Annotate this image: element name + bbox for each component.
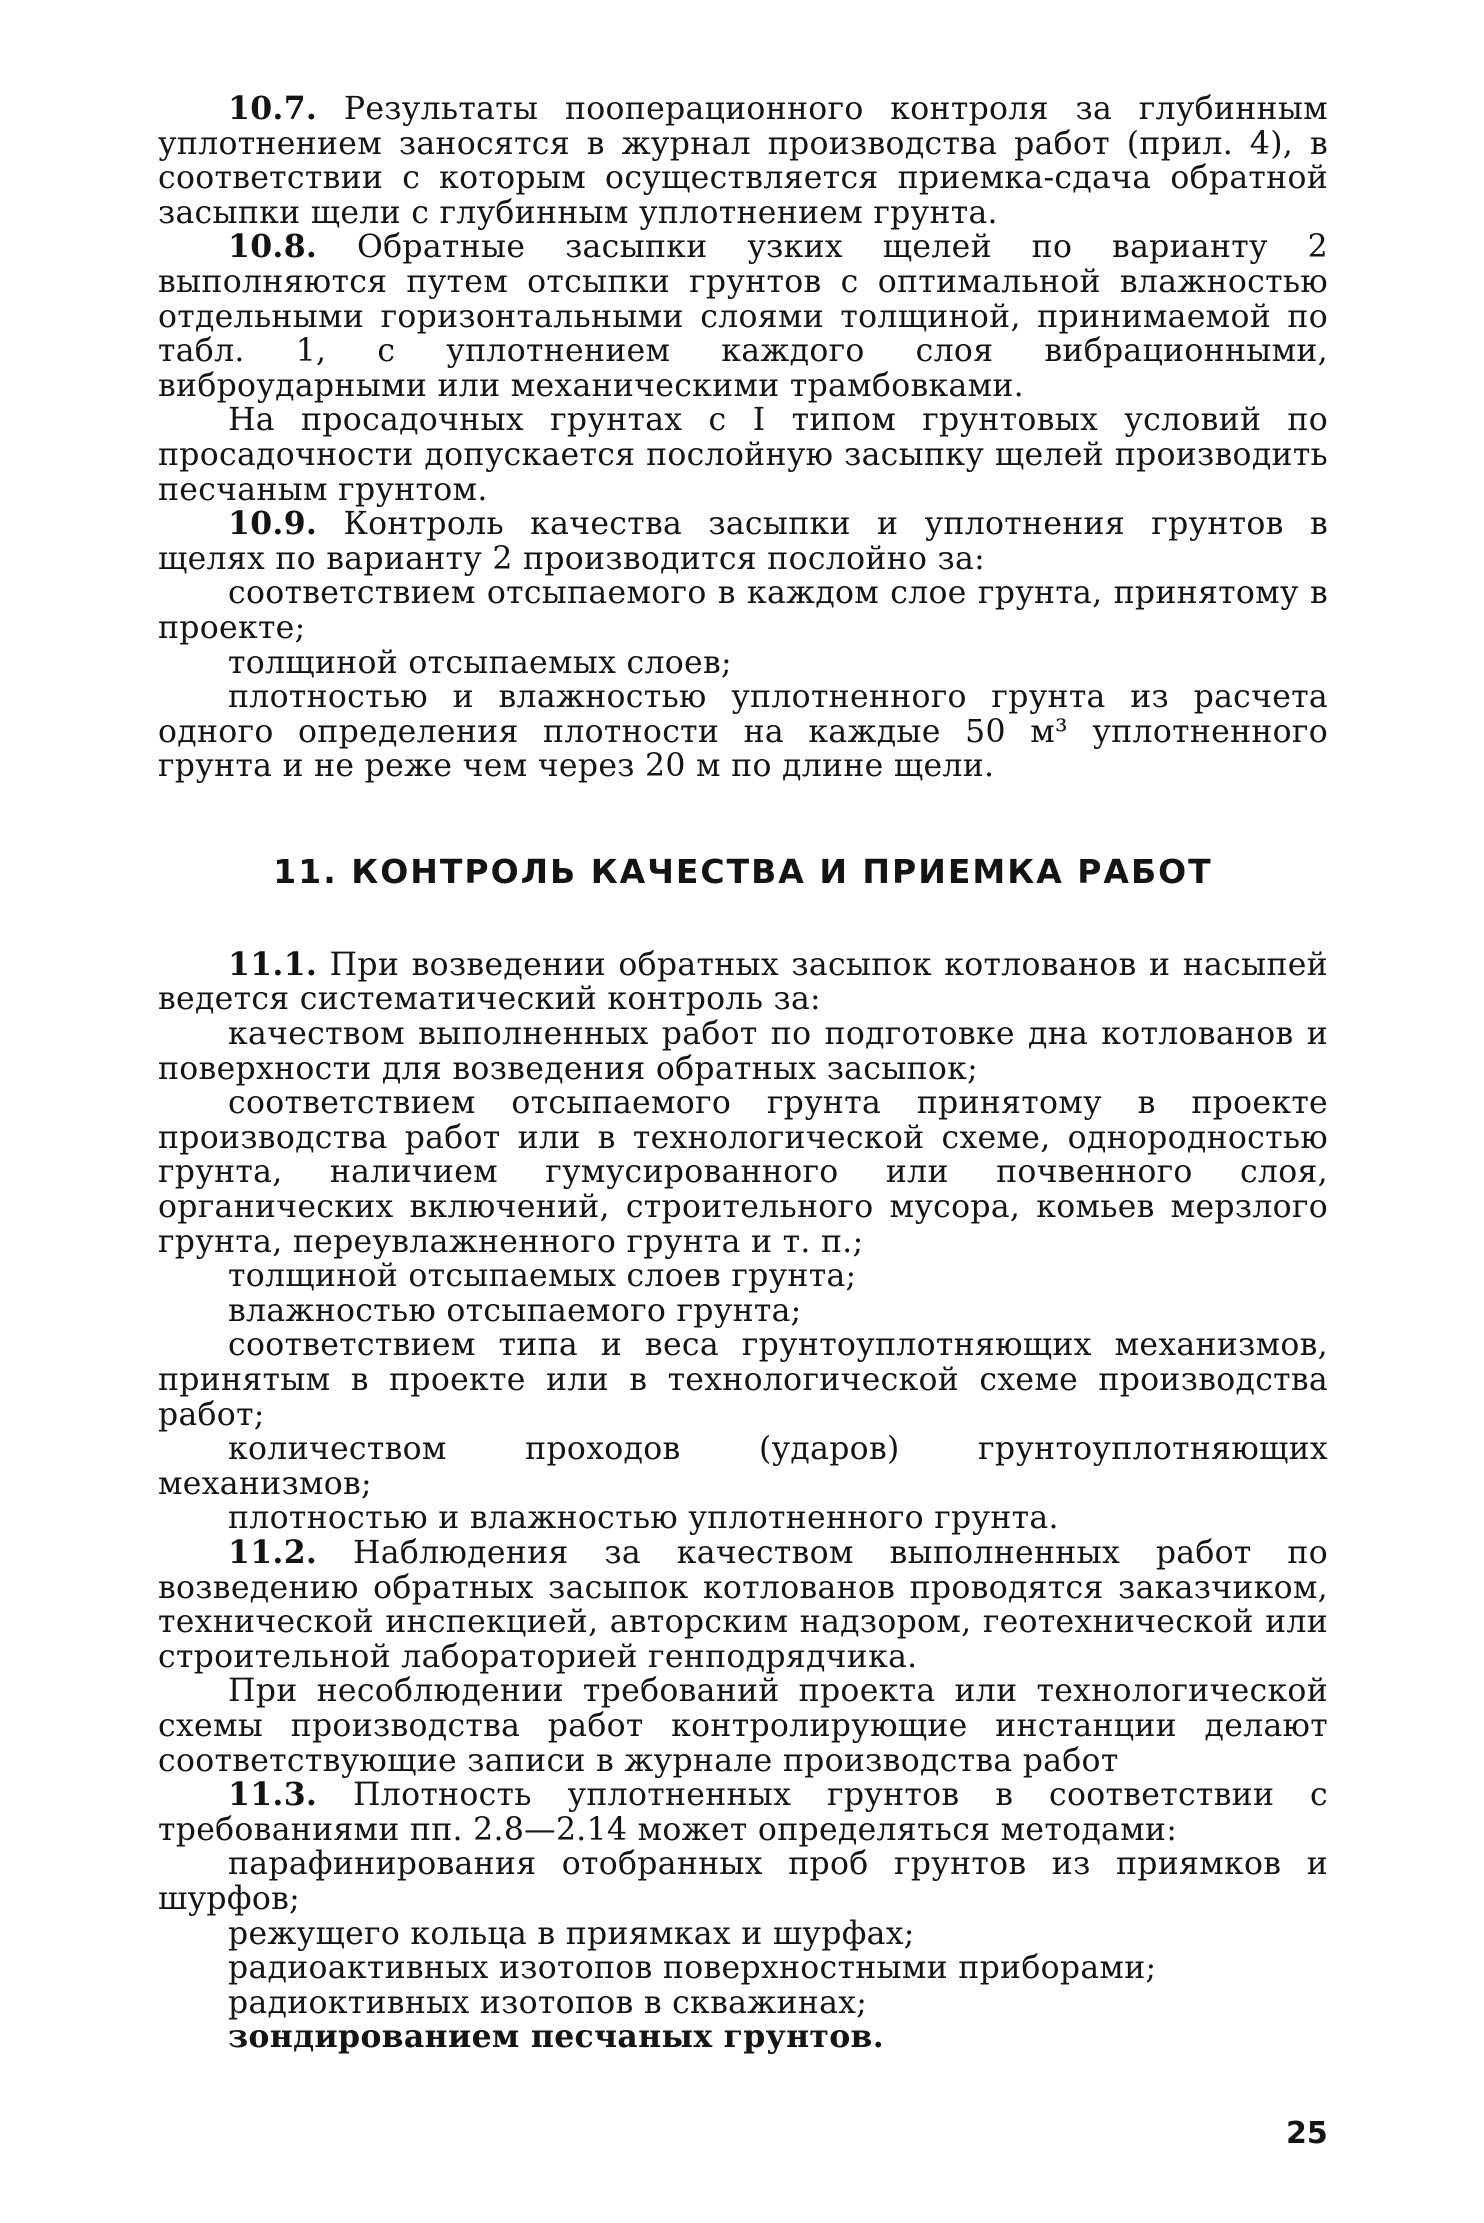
- section-10-continued: [158, 92, 1328, 784]
- page-number: 25: [1286, 2116, 1328, 2151]
- paragraph: [158, 403, 1328, 507]
- list-item: [158, 1986, 1328, 2021]
- list-item: [158, 1294, 1328, 1329]
- paragraph-text: Наблюдения за качеством выполненных работ по возведению обратных засыпок котлованов проводятся заказчиком, технической инспекцией, авторским надзором, геотехнической или строительной лабораторией генподрядчика.: [158, 1534, 1328, 1675]
- list-item: [158, 1951, 1328, 1986]
- list-item: [158, 576, 1328, 645]
- clause-number: 10.8.: [228, 228, 318, 266]
- paragraph-text: толщиной отсыпаемых слоев;: [228, 644, 732, 681]
- paragraph: [158, 507, 1328, 576]
- list-item: [158, 1432, 1328, 1501]
- clause-number: 11.1.: [228, 945, 318, 983]
- paragraph-text: Плотность уплотненных грунтов в соответствии с требованиями пп. 2.8—2.14 может определяться методами:: [158, 1777, 1328, 1848]
- list-item: [158, 1086, 1328, 1259]
- paragraph-text: влажностью отсыпаемого грунта;: [228, 1292, 802, 1329]
- paragraph-text: качеством выполненных работ по подготовке дна котлованов и поверхности для возведения обратных засыпок;: [158, 1016, 1328, 1087]
- paragraph-text: толщиной отсыпаемых слоев грунта;: [228, 1258, 857, 1295]
- list-item: [158, 1259, 1328, 1294]
- paragraph: [158, 1674, 1328, 1778]
- paragraph-text: плотностью и влажностью уплотненного грунта.: [228, 1500, 1059, 1537]
- paragraph-text: Контроль качества засыпки и уплотнения грунтов в щелях по варианту 2 производится послойно за:: [158, 506, 1328, 577]
- list-item: [158, 1917, 1328, 1952]
- paragraph-text: Результаты пооперационного контроля за глубинным уплотнением заносятся в журнал производства работ (прил. 4), в соответствии с которым осуществляется приемка-сдача обратной засыпки щели с глубинным уплотнением грунта.: [158, 91, 1328, 231]
- paragraph-text: На просадочных грунтах с I типом грунтовых условий по просадочности допускается послойную засыпку щелей производить песчаным грунтом.: [158, 402, 1328, 508]
- clause-number: 11.3.: [228, 1776, 318, 1814]
- paragraph: [158, 1533, 1328, 1675]
- list-item: [158, 2020, 1328, 2055]
- paragraph-text: радиоактивных изотопов поверхностными приборами;: [228, 1950, 1157, 1987]
- clause-number: 10.9.: [228, 505, 318, 543]
- list-item: [158, 680, 1328, 784]
- paragraph: [158, 230, 1328, 403]
- paragraph-text: При возведении обратных засыпок котлованов и насыпей ведется систематический контроль за:: [158, 946, 1328, 1018]
- paragraph-text: соответствием типа и веса грунтоуплотняющих механизмов, принятым в проекте или в технологической схеме производства работ;: [158, 1327, 1328, 1433]
- paragraph-text: соответствием отсыпаемого грунта принятому в проекте производства работ или в технологической схеме, однородностью грунта, наличием гумусированного или почвенного слоя, органических включений, строительного мусора, комьев мерзлого грунта, переувлажненного грунта и т. п.;: [158, 1085, 1328, 1260]
- paragraph: [158, 945, 1328, 1018]
- paragraph-text: зондированием песчаных грунтов.: [228, 2018, 885, 2056]
- paragraph-text: При несоблюдении требований проекта или технологической схемы производства работ контролирующие инстанции делают соответствующие записи в журнале производства работ: [158, 1673, 1328, 1779]
- clause-number: 10.7.: [228, 90, 318, 127]
- paragraph-text: парафинирования отобранных проб грунтов из приямков и шурфов;: [158, 1846, 1328, 1917]
- paragraph-text: соответствием отсыпаемого в каждом слое грунта, принятому в проекте;: [158, 575, 1328, 646]
- paragraph-text: радиоктивных изотопов в скважинах;: [228, 1984, 868, 2021]
- paragraph-text: плотностью и влажностью уплотненного грунта из расчета одного определения плотности на каждые 50 м³ уплотненного грунта и не реже чем через 20 м по длине щели.: [158, 679, 1328, 785]
- list-item: [158, 1501, 1328, 1536]
- spacer: [158, 784, 1328, 854]
- paragraph-text: режущего кольца в приямках и шурфах;: [228, 1915, 915, 1952]
- paragraph-text: Обратные засыпки узких щелей по варианту 2 выполняются путем отсыпки грунтов с оптимальной влажностью отдельными горизонтальными слоями толщиной, принимаемой по табл. 1, с уплотнением каждого слоя вибрационными, виброударными или механическими трамбовками.: [158, 229, 1328, 404]
- paragraph-text: количеством проходов (ударов) грунтоуплотняющих механизмов;: [158, 1431, 1328, 1502]
- paragraph: [158, 92, 1328, 230]
- section-11: [158, 945, 1328, 2056]
- section-heading: 11. КОНТРОЛЬ КАЧЕСТВА И ПРИЕМКА РАБОТ: [273, 851, 1213, 891]
- list-item: [158, 1847, 1328, 1916]
- clause-number: 11.2.: [228, 1533, 318, 1571]
- list-item: [158, 646, 1328, 681]
- list-item: [158, 1017, 1328, 1086]
- paragraph: [158, 1778, 1328, 1847]
- document-page: [158, 92, 1328, 2055]
- list-item: [158, 1328, 1328, 1432]
